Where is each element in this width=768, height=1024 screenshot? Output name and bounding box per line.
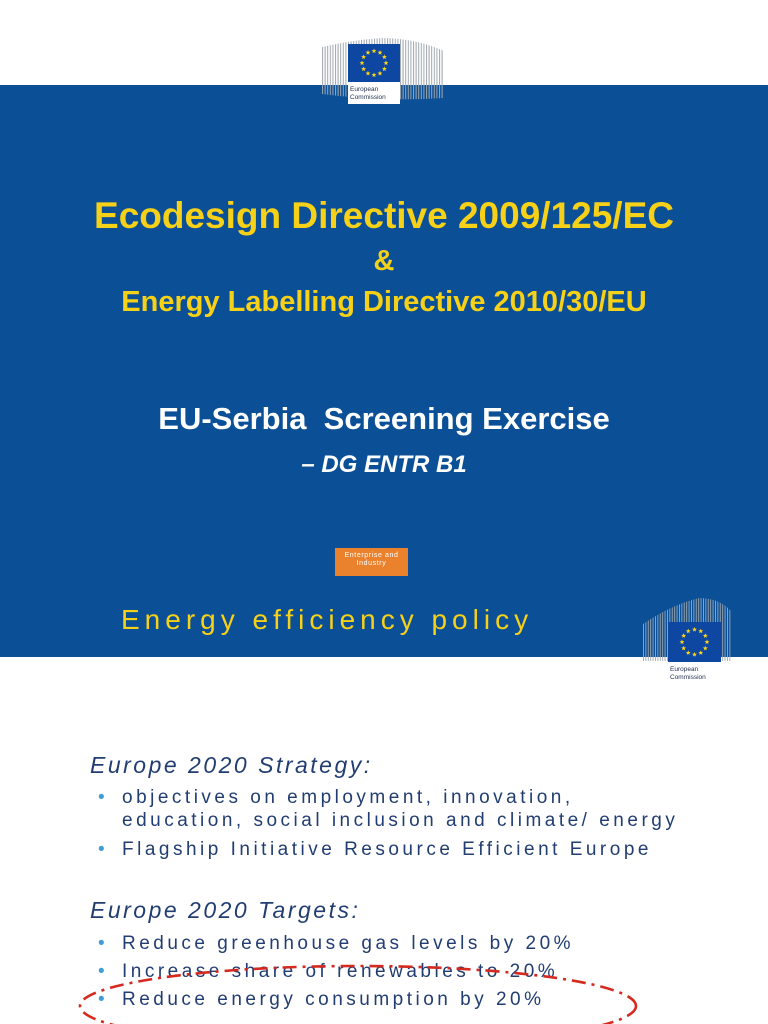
- enterprise-industry-badge: [335, 548, 408, 576]
- badge-line-2: Industry: [356, 560, 387, 567]
- logo-text-line-2: Commission: [350, 94, 386, 101]
- screening-heading: EU-Serbia Screening Exercise: [158, 401, 610, 436]
- logo-text-line-2: Commission: [670, 674, 706, 681]
- strategy-heading: Europe 2020 Strategy:: [90, 752, 373, 778]
- european-commission-logo-bottom: [643, 597, 731, 684]
- badge-line-1: Enterprise and: [344, 552, 399, 559]
- strategy-list: [122, 786, 692, 867]
- slide-subtitle: Energy Labelling Directive 2010/30/EU: [121, 286, 647, 318]
- list-item-highlighted: • Reduce energy consumption by 20%: [122, 988, 692, 1011]
- list-item: • Flagship Initiative Resource Efficient Europe: [122, 838, 692, 861]
- list-item: • Increase share of renewables to 20%: [122, 960, 692, 983]
- european-commission-logo-top: [322, 38, 444, 106]
- logo-text-line-1: European: [670, 666, 699, 673]
- red-dashed-ellipse-icon: [70, 962, 650, 1024]
- list-item: • Reduce greenhouse gas levels by 20%: [122, 932, 692, 955]
- slide-title: Ecodesign Directive 2009/125/EC: [94, 195, 674, 236]
- logo-text-line-1: European: [350, 86, 379, 93]
- dg-label: – DG ENTR B1: [301, 451, 467, 478]
- targets-heading: Europe 2020 Targets:: [90, 897, 361, 923]
- list-item: • objectives on employment, innovation, education, social inclusion and climate/ energy: [122, 786, 692, 832]
- policy-caption: Energy efficiency policy: [121, 604, 534, 635]
- title-ampersand: &: [373, 245, 395, 277]
